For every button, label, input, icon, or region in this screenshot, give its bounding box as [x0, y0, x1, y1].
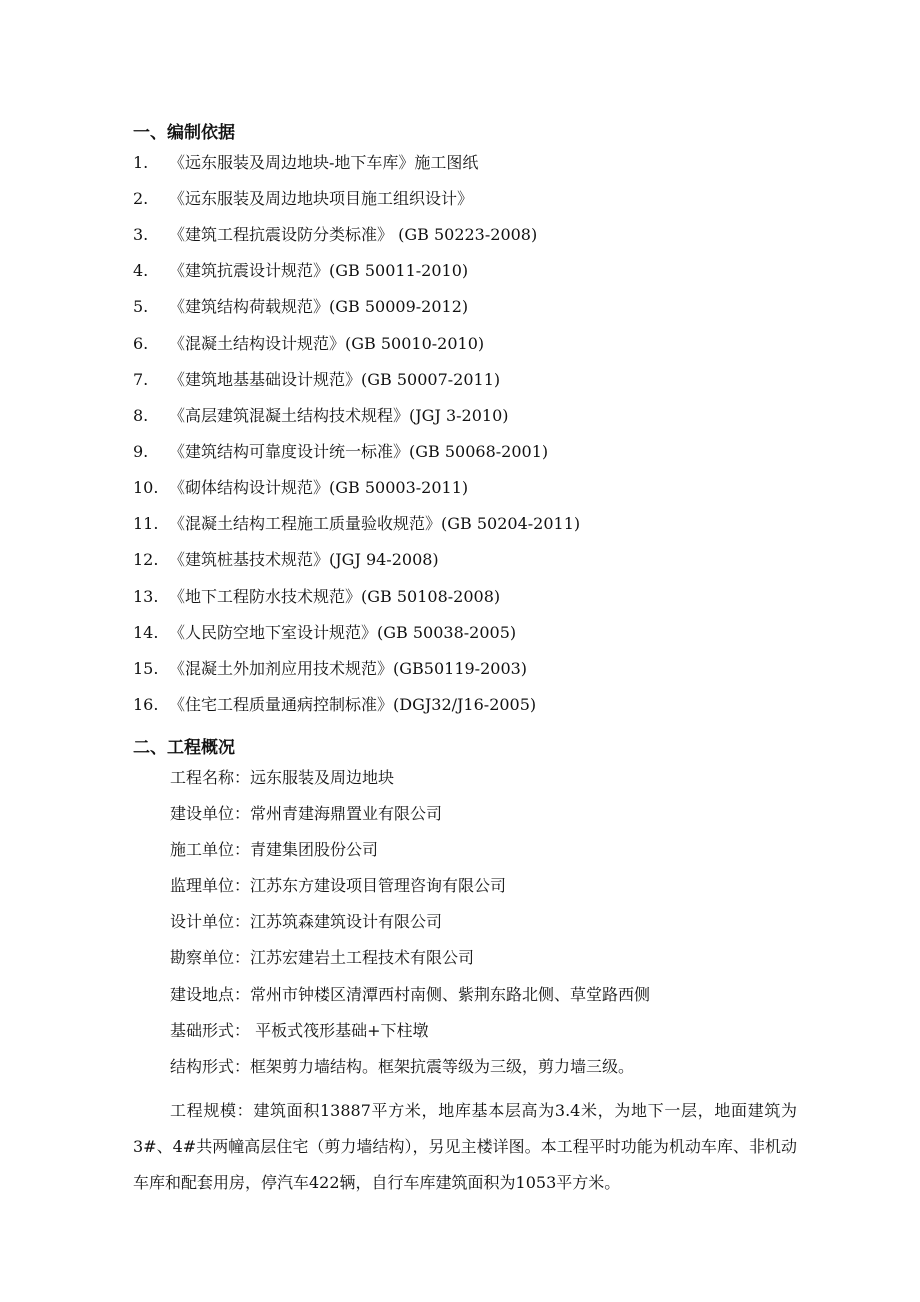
- project-name-line: 工程名称：远东服装及周边地块: [170, 768, 395, 787]
- reference-item: [133, 442, 548, 462]
- reference-text: 《建筑地基基础设计规范》(GB 50007-2011): [169, 370, 501, 389]
- section-heading-overview: 二、工程概况: [133, 738, 235, 758]
- reference-number: 11.: [133, 514, 159, 533]
- reference-item: [133, 261, 468, 281]
- reference-text: 《远东服装及周边地块项目施工组织设计》: [169, 189, 474, 208]
- location-line: 建设地点：常州市钟楼区清潭西村南侧、紫荆东路北侧、草堂路西侧: [170, 985, 651, 1004]
- reference-item: [133, 334, 484, 354]
- reference-text: 《高层建筑混凝土结构技术规程》(JGJ 3-2010): [169, 406, 509, 425]
- reference-number: 9.: [133, 442, 149, 461]
- reference-number: 6.: [133, 334, 149, 353]
- reference-item: [133, 478, 468, 498]
- reference-number: 15.: [133, 659, 159, 678]
- reference-text: 《人民防空地下室设计规范》(GB 50038-2005): [169, 623, 517, 642]
- reference-text: 《建筑结构荷载规范》(GB 50009-2012): [169, 297, 469, 316]
- reference-text: 《远东服装及周边地块-地下车库》施工图纸: [169, 153, 479, 172]
- reference-number: 5.: [133, 297, 149, 316]
- reference-text: 《混凝土外加剂应用技术规范》(GB50119-2003): [169, 659, 528, 678]
- surveyor-line: 勘察单位：江苏宏建岩土工程技术有限公司: [170, 948, 475, 967]
- reference-text: 《砌体结构设计规范》(GB 50003-2011): [169, 478, 469, 497]
- reference-item: [133, 370, 500, 390]
- reference-number: 3.: [133, 225, 149, 244]
- reference-item: [133, 587, 500, 607]
- reference-item: [133, 153, 478, 173]
- contractor-line: 施工单位：青建集团股份公司: [170, 840, 379, 859]
- reference-number: 14.: [133, 623, 159, 642]
- reference-item: [133, 297, 468, 317]
- reference-text: 《住宅工程质量通病控制标准》(DGJ32/J16-2005): [169, 695, 537, 714]
- supervisor-line: 监理单位：江苏东方建设项目管理咨询有限公司: [170, 876, 507, 895]
- structure-line: 结构形式：框架剪力墙结构。框架抗震等级为三级，剪力墙三级。: [170, 1057, 635, 1076]
- project-scale-text: 工程规模：建筑面积13887平方米，地库基本层高为3.4米，为地下一层，地面建筑为3#、4#共两幢高层住宅（剪力墙结构），另见主楼详图。本工程平时功能为机动车库、非机动车库和配套用房，停汽车422辆，自行车库建筑面积为1053平方米。: [133, 1101, 797, 1192]
- reference-item: [133, 514, 580, 534]
- reference-text: 《地下工程防水技术规范》(GB 50108-2008): [169, 587, 501, 606]
- reference-text: 《混凝土结构工程施工质量验收规范》(GB 50204-2011): [169, 514, 581, 533]
- reference-text: 《建筑工程抗震设防分类标准》 (GB 50223-2008): [169, 225, 538, 244]
- reference-number: 10.: [133, 478, 159, 497]
- designer-line: 设计单位：江苏筑森建筑设计有限公司: [170, 912, 443, 931]
- reference-text: 《建筑结构可靠度设计统一标准》(GB 50068-2001): [169, 442, 549, 461]
- reference-item: [133, 550, 439, 570]
- reference-text: 《混凝土结构设计规范》(GB 50010-2010): [169, 334, 485, 353]
- reference-number: 12.: [133, 550, 159, 569]
- section-heading-basis: 一、编制依据: [133, 123, 235, 143]
- reference-item: [133, 225, 537, 245]
- reference-item: [133, 406, 509, 426]
- reference-number: 13.: [133, 587, 159, 606]
- reference-number: 2.: [133, 189, 149, 208]
- project-scale-paragraph: [133, 1093, 797, 1201]
- reference-item: [133, 623, 516, 643]
- reference-number: 1.: [133, 153, 149, 172]
- reference-item: [133, 659, 527, 679]
- reference-text: 《建筑桩基技术规范》(JGJ 94-2008): [169, 550, 439, 569]
- reference-text: 《建筑抗震设计规范》(GB 50011-2010): [169, 261, 469, 280]
- owner-line: 建设单位：常州青建海鼎置业有限公司: [170, 804, 443, 823]
- reference-number: 4.: [133, 261, 149, 280]
- reference-number: 8.: [133, 406, 149, 425]
- reference-item: [133, 189, 473, 209]
- foundation-line: 基础形式： 平板式筏形基础+下柱墩: [170, 1021, 429, 1040]
- reference-item: [133, 695, 536, 715]
- reference-number: 7.: [133, 370, 149, 389]
- reference-number: 16.: [133, 695, 159, 714]
